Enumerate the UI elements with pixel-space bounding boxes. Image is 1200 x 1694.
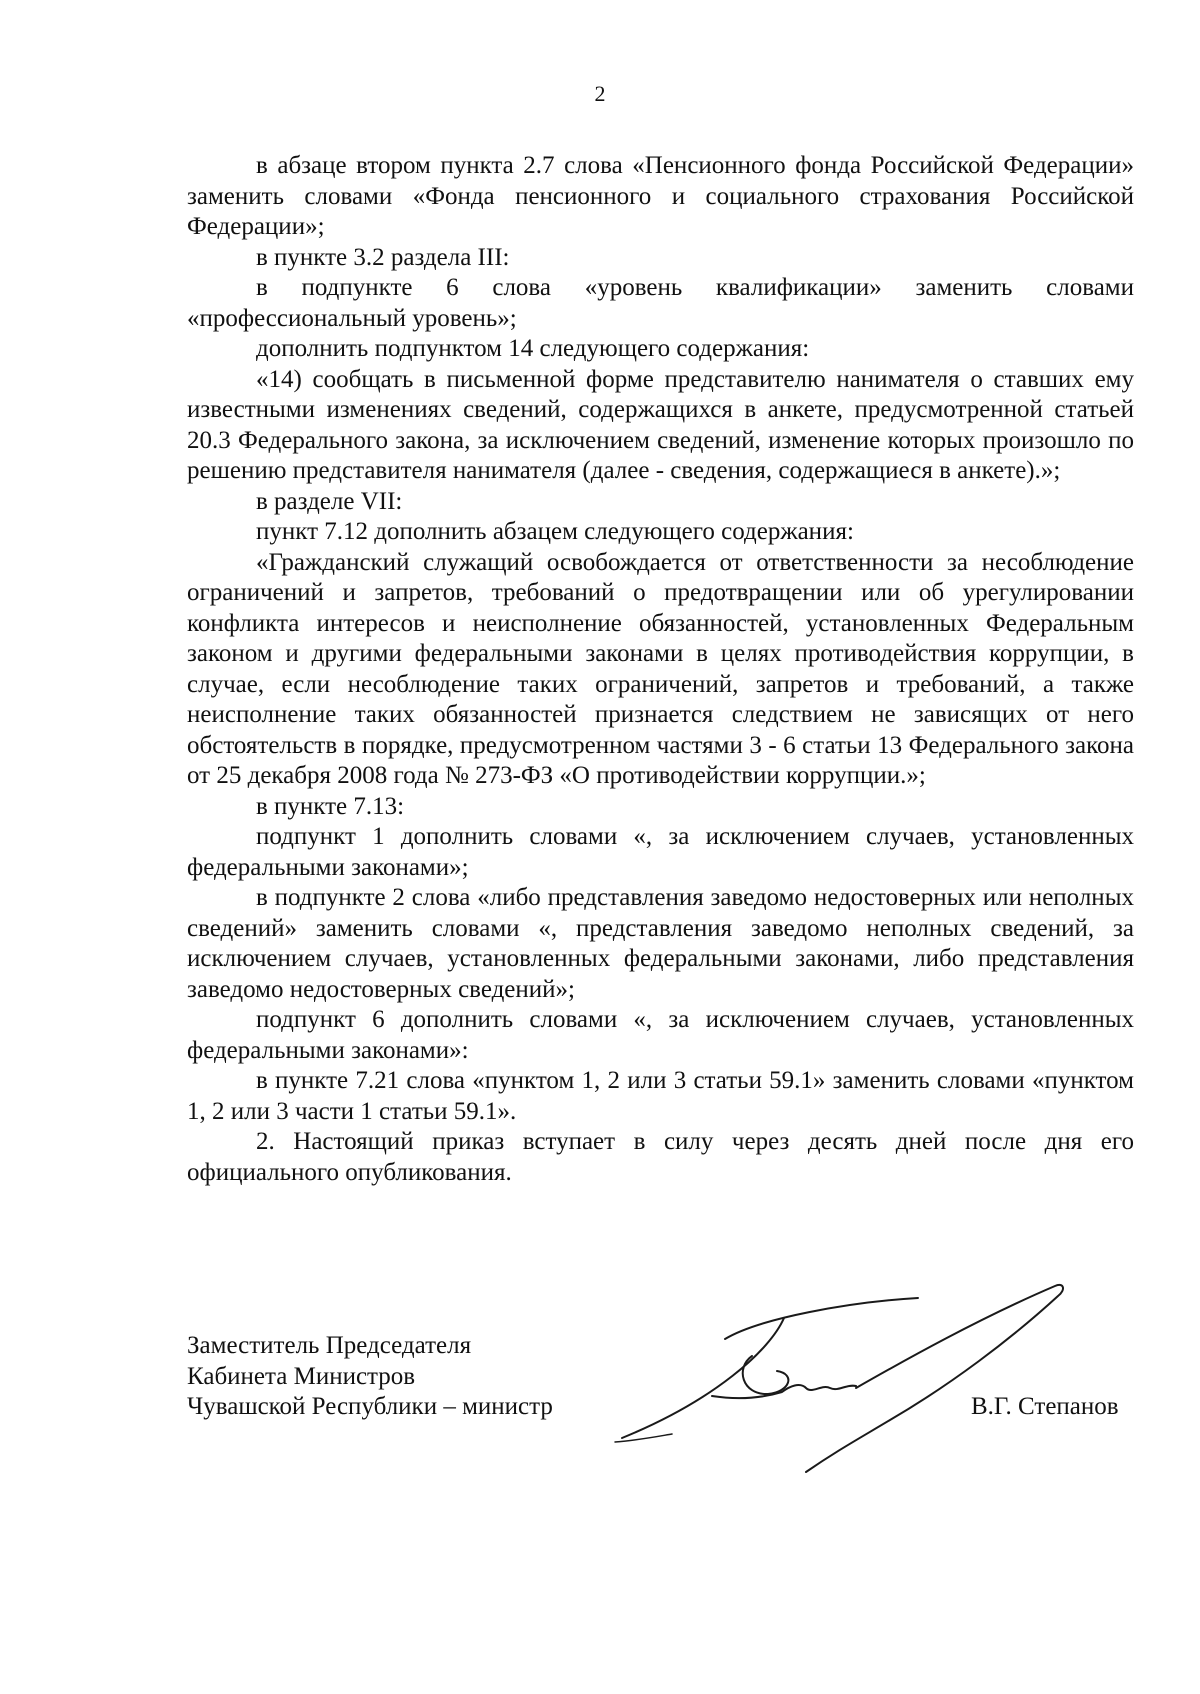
signature-strokes — [615, 1285, 1063, 1472]
paragraph: в разделе VII: — [256, 487, 403, 515]
paragraph: 2. Настоящий приказ вступает в силу через десять дней после дня его официального опубликования. — [187, 1128, 1134, 1186]
paragraph: в пункте 3.2 раздела III: — [256, 243, 510, 271]
paragraph: в подпункте 2 слова «либо представления заведомо недостоверных или неполных сведений» заменить словами «, представления заведомо неполных сведений, за исключением случаев, установленных федеральными законами, либо представления заведомо недостоверных сведений»; — [187, 884, 1134, 1003]
paragraph: в абзаце втором пункта 2.7 слова «Пенсионного фонда Российской Федерации» заменить словами «Фонда пенсионного и социального страхования Российской Федерации»; — [187, 152, 1134, 240]
paragraph: в подпункте 6 слова «уровень квалификации» заменить словами «профессиональный уровень»; — [187, 274, 1134, 332]
signature-stroke — [743, 1356, 789, 1394]
page-number: 2 — [594, 81, 606, 106]
signature-stroke — [806, 1285, 1063, 1472]
signatory-position — [187, 1331, 553, 1423]
paragraph: в пункте 7.13: — [256, 792, 405, 820]
position-line: Заместитель Председателя — [187, 1332, 472, 1359]
paragraph: дополнить подпунктом 14 следующего содержания: — [256, 335, 810, 362]
paragraph: пункт 7.12 дополнить абзацем следующего содержания: — [256, 518, 854, 545]
position-line: Кабинета Министров — [187, 1362, 416, 1390]
paragraph: «14) сообщать в письменной форме представителю нанимателя о ставших ему известными изменениях сведений, содержащихся в анкете, предусмотренной статьей 20.3 Федерального закона, за исключением сведений, изменение которых произошло по решению представителя нанимателя (далее - сведения, содержащиеся в анкете).»; — [187, 365, 1134, 484]
signature-stroke — [712, 1385, 856, 1398]
paragraph: в пункте 7.21 слова «пунктом 1, 2 или 3 статьи 59.1» заменить словами «пунктом 1, 2 или 3 части 1 статьи 59.1». — [187, 1067, 1134, 1125]
paragraph: подпункт 6 дополнить словами «, за исключением случаев, установленных федеральными законами»: — [187, 1006, 1134, 1064]
paragraph: «Гражданский служащий освобождается от ответственности за несоблюдение ограничений и запретов, требований о предотвращении или об урегулировании конфликта интересов и неисполнение обязанностей, установленных Федеральным законом и другими федеральными законами в целях противодействия коррупции, в случае, если несоблюдение таких ограничений, запретов и требований, а также неисполнение таких обязанностей признается следствием не зависящих от него обстоятельств в порядке, предусмотренном частями 3 - 6 статьи 13 Федерального закона от 25 декабря 2008 года № 273-ФЗ «О противодействии коррупции.»; — [187, 548, 1134, 789]
signature-stroke — [622, 1318, 784, 1438]
signature-stroke — [725, 1298, 918, 1339]
paragraph: подпункт 1 дополнить словами «, за исключением случаев, установленных федеральными законами»; — [187, 823, 1134, 881]
signature-stroke — [615, 1434, 672, 1442]
position-line: Чувашской Республики – министр — [187, 1393, 553, 1420]
document-body — [187, 151, 1134, 1188]
signer-name: В.Г. Степанов — [971, 1393, 1119, 1420]
